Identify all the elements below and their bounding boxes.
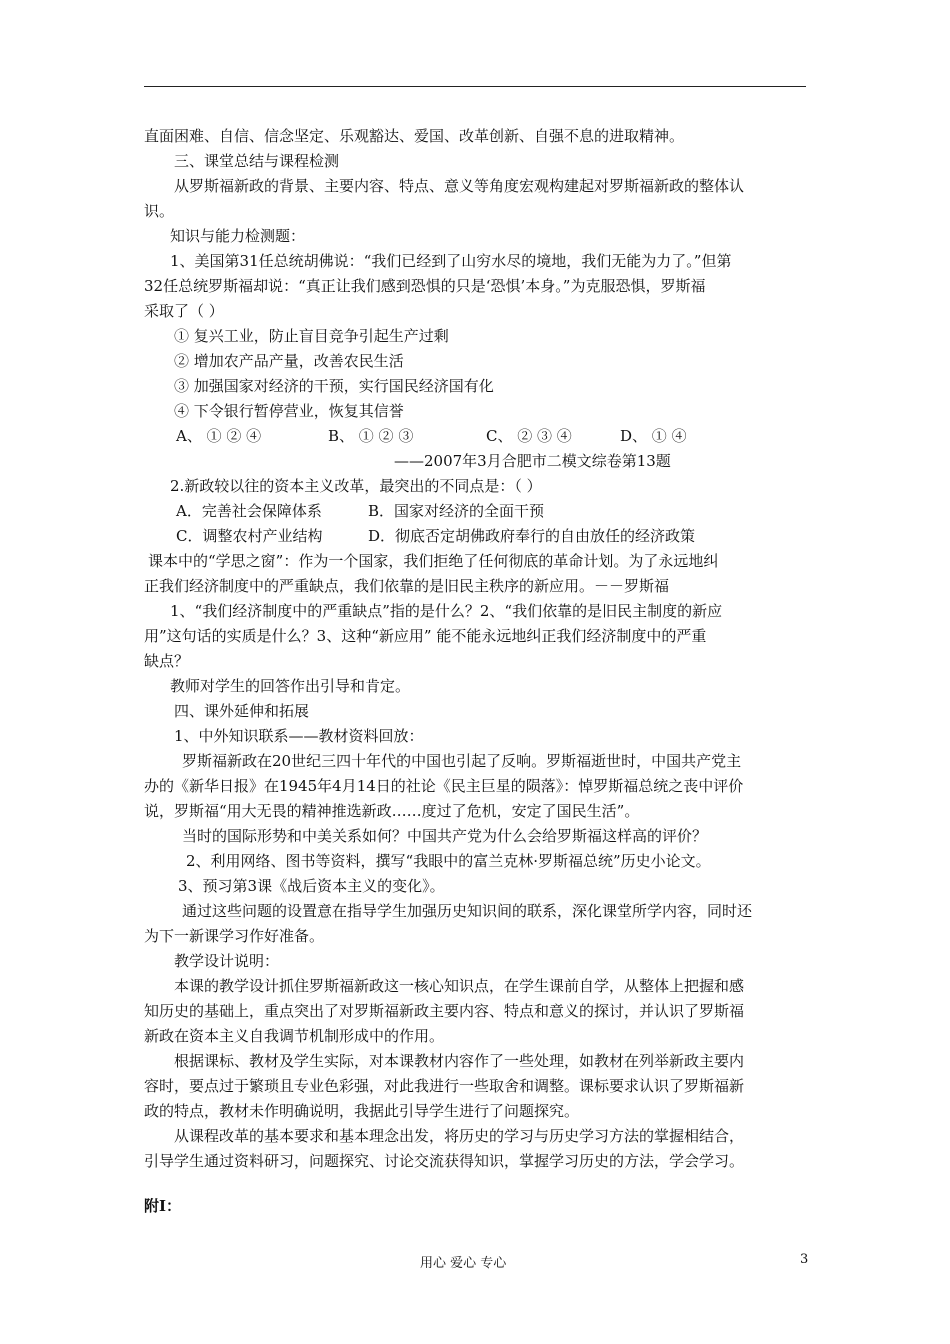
question-1-stem: 1、美国第31任总统胡佛说：“我们已经到了山穷水尽的境地，我们无能为力了。”但第 <box>170 252 732 270</box>
question-1-options <box>176 426 687 446</box>
footer-text: 用心 爱心 专心 <box>420 1256 507 1271</box>
question-1-item: ① 复兴工业，防止盲目竞争引起生产过剩 <box>174 327 449 345</box>
text-line: 从课程改革的基本要求和基本理念出发，将历史的学习与历史学习方法的掌握相结合， <box>174 1127 745 1145</box>
text-line: 通过这些问题的设置意在指导学生加强历史知识间的联系，深化课堂所学内容，同时还 <box>182 902 753 920</box>
question-1-stem: 32任总统罗斯福却说：“真正让我们感到恐惧的只是‘恐惧’本身。”为克服恐惧，罗斯福 <box>144 277 706 295</box>
text-line: 本课的教学设计抓住罗斯福新政这一核心知识点，在学生课前自学，从整体上把握和感 <box>174 977 745 995</box>
question-2-options-row <box>176 526 695 546</box>
text-line: 1、中外知识联系——教材资料回放： <box>174 727 424 745</box>
option-b: B、 ① ② ③ <box>328 427 414 445</box>
text-line: 罗斯福新政在20世纪三四十年代的中国也引起了反响。罗斯福逝世时，中国共产党主 <box>182 752 742 770</box>
text-line: 2、利用网络、图书等资料，撰写“我眼中的富兰克林·罗斯福总统”历史小论文。 <box>186 852 711 870</box>
question-1-stem: 采取了（ ） <box>144 302 224 320</box>
text-line: 教师对学生的回答作出引导和肯定。 <box>170 677 411 695</box>
text-line: 根据课标、教材及学生实际，对本课教材内容作了一些处理，如教材在列举新政主要内 <box>174 1052 745 1070</box>
question-2-stem: 2.新政较以往的资本主义改革，最突出的不同点是：（ ） <box>170 477 542 495</box>
option-d: D．彻底否定胡佛政府奉行的自由放任的经济政策 <box>368 527 696 545</box>
text-line: 识。 <box>144 202 175 220</box>
section-heading: 四、课外延伸和拓展 <box>174 702 310 720</box>
text-line: 从罗斯福新政的背景、主要内容、特点、意义等角度宏观构建起对罗斯福新政的整体认 <box>174 177 745 195</box>
text-line: 为下一新课学习作好准备。 <box>144 927 325 945</box>
option-d: D、 ① ④ <box>620 427 687 445</box>
text-line: 引导学生通过资料研习，问题探究、讨论交流获得知识，掌握学习历史的方法，学会学习。 <box>144 1152 745 1170</box>
text-line: 新政在资本主义自我调节机制形成中的作用。 <box>144 1027 445 1045</box>
option-b: B．国家对经济的全面干预 <box>368 502 545 520</box>
text-line: 课本中的“学思之窗”：作为一个国家，我们拒绝了任何彻底的革命计划。为了永远地纠 <box>148 552 719 570</box>
source-citation: ——2007年3月合肥市二模文综卷第13题 <box>394 452 671 470</box>
question-1-item: ② 增加农产品产量，改善农民生活 <box>174 352 404 370</box>
text-line: 直面困难、自信、信念坚定、乐观豁达、爱国、改革创新、自强不息的进取精神。 <box>144 127 685 145</box>
text-line: 办的《新华日报》在1945年4月14日的社论《民主巨星的陨落》：悼罗斯福总统之丧中评价 <box>144 777 744 795</box>
text-line: 3、预习第3课《战后资本主义的变化》。 <box>178 877 445 895</box>
text-line: 1、“我们经济制度中的严重缺点”指的是什么？2、“我们依靠的是旧民主制度的新应 <box>170 602 723 620</box>
header-rule <box>144 86 806 87</box>
text-line: 缺点？ <box>144 652 190 670</box>
section-heading: 教学设计说明： <box>174 952 280 970</box>
option-c: C．调整农村产业结构 <box>176 527 323 545</box>
question-2-options-row <box>176 501 544 521</box>
text-line: 说，罗斯福“用大无畏的精神推选新政……度过了危机，安定了国民生活”。 <box>144 802 640 820</box>
page-number: 3 <box>800 1252 809 1267</box>
text-line: 知识与能力检测题： <box>170 227 306 245</box>
text-line: 用”这句话的实质是什么？3、这种“新应用” 能不能永远地纠正我们经济制度中的严重 <box>144 627 707 645</box>
option-a: A．完善社会保障体系 <box>176 502 322 520</box>
section-heading: 三、课堂总结与课程检测 <box>174 152 340 170</box>
text-line: 政的特点，教材未作明确说明，我据此引导学生进行了问题探究。 <box>144 1102 580 1120</box>
text-line: 知历史的基础上，重点突出了对罗斯福新政主要内容、特点和意义的探讨，并认识了罗斯福 <box>144 1002 745 1020</box>
question-1-item: ④ 下令银行暂停营业，恢复其信誉 <box>174 402 404 420</box>
text-line: 正我们经济制度中的严重缺点，我们依靠的是旧民主秩序的新应用。－－罗斯福 <box>144 577 670 595</box>
option-c: C、 ② ③ ④ <box>486 427 572 445</box>
appendix-heading: 附Ⅰ： <box>144 1197 182 1215</box>
text-line: 容时，要点过于繁琐且专业色彩强，对此我进行一些取舍和调整。课标要求认识了罗斯福新 <box>144 1077 745 1095</box>
option-a: A、 ① ② ④ <box>176 427 262 445</box>
text-line: 当时的国际形势和中美关系如何？中国共产党为什么会给罗斯福这样高的评价？ <box>182 827 708 845</box>
question-1-item: ③ 加强国家对经济的干预，实行国民经济国有化 <box>174 377 494 395</box>
